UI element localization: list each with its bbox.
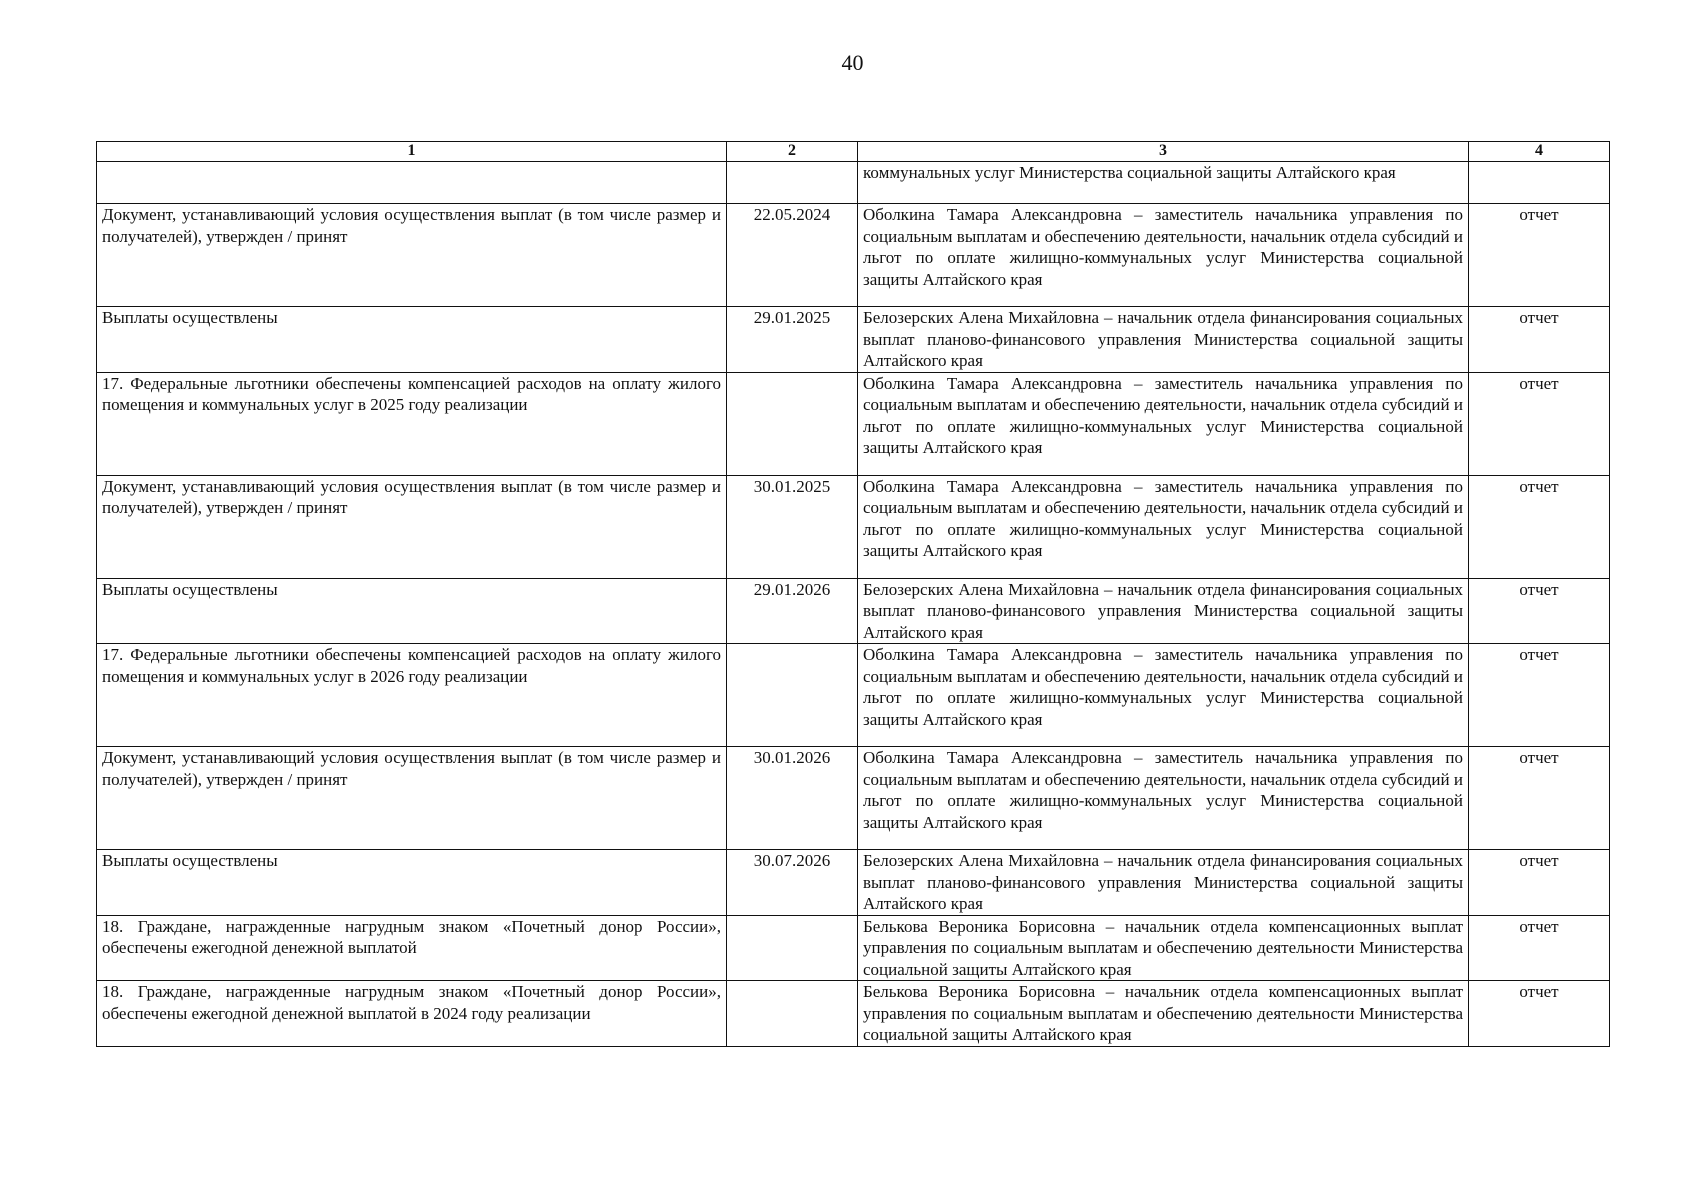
table-row bbox=[97, 915, 1610, 981]
table-row bbox=[97, 372, 1610, 475]
document-cell: отчет bbox=[1469, 644, 1610, 747]
responsible-cell: коммунальных услуг Министерства социальной защиты Алтайского края bbox=[858, 162, 1469, 204]
table-row bbox=[97, 644, 1610, 747]
result-cell: Документ, устанавливающий условия осуществления выплат (в том числе размер и получателей), утвержден / принят bbox=[97, 747, 727, 850]
document-cell: отчет bbox=[1469, 372, 1610, 475]
date-cell bbox=[727, 644, 858, 747]
date-cell bbox=[727, 162, 858, 204]
table-row bbox=[97, 578, 1610, 644]
result-cell: Выплаты осуществлены bbox=[97, 850, 727, 916]
responsible-cell: Белькова Вероника Борисовна – начальник отдела компенсационных выплат управления по социальным выплатам и обеспечению деятельности Министерства социальной защиты Алтайского края bbox=[858, 915, 1469, 981]
date-cell: 29.01.2026 bbox=[727, 578, 858, 644]
table-row bbox=[97, 204, 1610, 307]
responsible-cell: Оболкина Тамара Александровна – заместитель начальника управления по социальным выплатам и обеспечению деятельности, начальник отдела субсидий и льгот по оплате жилищно-коммунальных услуг Министерства социальной защиты Алтайского края bbox=[858, 372, 1469, 475]
document-cell bbox=[1469, 162, 1610, 204]
document-cell: отчет bbox=[1469, 307, 1610, 373]
header-row bbox=[97, 142, 1610, 162]
column-header-2: 2 bbox=[727, 142, 858, 162]
responsible-cell: Белькова Вероника Борисовна – начальник отдела компенсационных выплат управления по социальным выплатам и обеспечению деятельности Министерства социальной защиты Алтайского края bbox=[858, 981, 1469, 1047]
table-row bbox=[97, 475, 1610, 578]
date-cell: 30.01.2025 bbox=[727, 475, 858, 578]
document-cell: отчет bbox=[1469, 578, 1610, 644]
date-cell: 29.01.2025 bbox=[727, 307, 858, 373]
responsible-cell: Белозерских Алена Михайловна – начальник отдела финансирования социальных выплат планово-финансового управления Министерства социальной защиты Алтайского края bbox=[858, 307, 1469, 373]
result-cell: 17. Федеральные льготники обеспечены компенсацией расходов на оплату жилого помещения и коммунальных услуг в 2025 году реализации bbox=[97, 372, 727, 475]
document-cell: отчет bbox=[1469, 915, 1610, 981]
plan-table bbox=[96, 141, 1610, 1047]
page-number: 40 bbox=[841, 50, 864, 75]
result-cell: 18. Граждане, награжденные нагрудным знаком «Почетный донор России», обеспечены ежегодной денежной выплатой в 2024 году реализации bbox=[97, 981, 727, 1047]
result-cell: Документ, устанавливающий условия осуществления выплат (в том числе размер и получателей), утвержден / принят bbox=[97, 475, 727, 578]
table-row bbox=[97, 981, 1610, 1047]
responsible-cell: Оболкина Тамара Александровна – заместитель начальника управления по социальным выплатам и обеспечению деятельности, начальник отдела субсидий и льгот по оплате жилищно-коммунальных услуг Министерства социальной защиты Алтайского края bbox=[858, 475, 1469, 578]
responsible-cell: Оболкина Тамара Александровна – заместитель начальника управления по социальным выплатам и обеспечению деятельности, начальник отдела субсидий и льгот по оплате жилищно-коммунальных услуг Министерства социальной защиты Алтайского края bbox=[858, 204, 1469, 307]
table-row bbox=[97, 850, 1610, 916]
column-header-3: 3 bbox=[858, 142, 1469, 162]
responsible-cell: Белозерских Алена Михайловна – начальник отдела финансирования социальных выплат планово-финансового управления Министерства социальной защиты Алтайского края bbox=[858, 578, 1469, 644]
date-cell: 30.01.2026 bbox=[727, 747, 858, 850]
responsible-cell: Белозерских Алена Михайловна – начальник отдела финансирования социальных выплат планово-финансового управления Министерства социальной защиты Алтайского края bbox=[858, 850, 1469, 916]
table-row bbox=[97, 162, 1610, 204]
column-header-4: 4 bbox=[1469, 142, 1610, 162]
result-cell: 17. Федеральные льготники обеспечены компенсацией расходов на оплату жилого помещения и коммунальных услуг в 2026 году реализации bbox=[97, 644, 727, 747]
document-cell: отчет bbox=[1469, 747, 1610, 850]
result-cell: 18. Граждане, награжденные нагрудным знаком «Почетный донор России», обеспечены ежегодной денежной выплатой bbox=[97, 915, 727, 981]
result-cell: Выплаты осуществлены bbox=[97, 578, 727, 644]
column-header-1: 1 bbox=[97, 142, 727, 162]
document-cell: отчет bbox=[1469, 475, 1610, 578]
responsible-cell: Оболкина Тамара Александровна – заместитель начальника управления по социальным выплатам и обеспечению деятельности, начальник отдела субсидий и льгот по оплате жилищно-коммунальных услуг Министерства социальной защиты Алтайского края bbox=[858, 747, 1469, 850]
result-cell bbox=[97, 162, 727, 204]
document-cell: отчет bbox=[1469, 850, 1610, 916]
result-cell: Документ, устанавливающий условия осуществления выплат (в том числе размер и получателей), утвержден / принят bbox=[97, 204, 727, 307]
date-cell bbox=[727, 915, 858, 981]
document-cell: отчет bbox=[1469, 981, 1610, 1047]
document-cell: отчет bbox=[1469, 204, 1610, 307]
date-cell bbox=[727, 981, 858, 1047]
table-row bbox=[97, 307, 1610, 373]
date-cell: 30.07.2026 bbox=[727, 850, 858, 916]
date-cell: 22.05.2024 bbox=[727, 204, 858, 307]
responsible-cell: Оболкина Тамара Александровна – заместитель начальника управления по социальным выплатам и обеспечению деятельности, начальник отдела субсидий и льгот по оплате жилищно-коммунальных услуг Министерства социальной защиты Алтайского края bbox=[858, 644, 1469, 747]
table-row bbox=[97, 747, 1610, 850]
result-cell: Выплаты осуществлены bbox=[97, 307, 727, 373]
date-cell bbox=[727, 372, 858, 475]
